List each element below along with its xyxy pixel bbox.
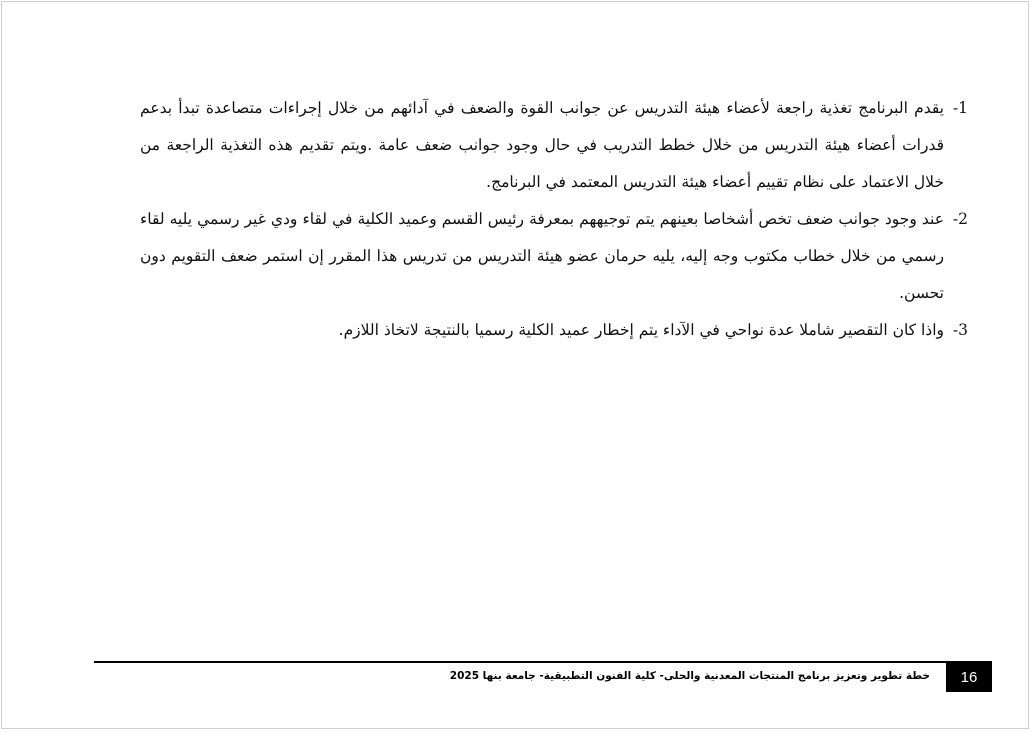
- page-number-badge: 16: [946, 662, 992, 692]
- list-item: [140, 201, 968, 312]
- list-item: [140, 90, 968, 201]
- list-item-number: 2-: [952, 210, 968, 228]
- document-body: [140, 90, 968, 349]
- list-item-number: 3-: [952, 321, 968, 339]
- list-item-text: يقدم البرنامج تغذية راجعة لأعضاء هيئة التدريس عن جوانب القوة والضعف في آدائهم من خلال إجراءات متصاعدة تبدأ بدعم قدرات أعضاء هيئة التدريس من خلال خطط التدريب في حال وجود جوانب ضعف عامة .ويتم تقديم هذه التغذية الراجعة من خلال الاعتماد على نظام تقييم أعضاء هيئة التدريس المعتمد في البرنامج.: [140, 99, 944, 191]
- footer-title: خطة تطوير وتعزيز برنامج المنتجات المعدنية والحلى- كلية الفنون التطبيقية- جامعة بنها 2025: [449, 670, 930, 682]
- footer-divider: [94, 661, 992, 663]
- list-item-text: عند وجود جوانب ضعف تخص أشخاصا بعينهم يتم توجيههم بمعرفة رئيس القسم وعميد الكلية في لقاء ودي غير رسمي يليه لقاء رسمي من خلال خطاب مكتوب وجه إليه، يليه حرمان عضو هيئة التدريس من تدريس هذا المقرر إن استمر ضعف التقويم دون تحسن.: [140, 210, 944, 302]
- list-item-number: 1-: [952, 99, 968, 117]
- list-item: [140, 312, 968, 349]
- list-item-text: واذا كان التقصير شاملا عدة نواحي في الآداء يتم إخطار عميد الكلية رسميا بالنتيجة لاتخاذ اللازم.: [338, 321, 944, 339]
- document-page: [1, 1, 1029, 729]
